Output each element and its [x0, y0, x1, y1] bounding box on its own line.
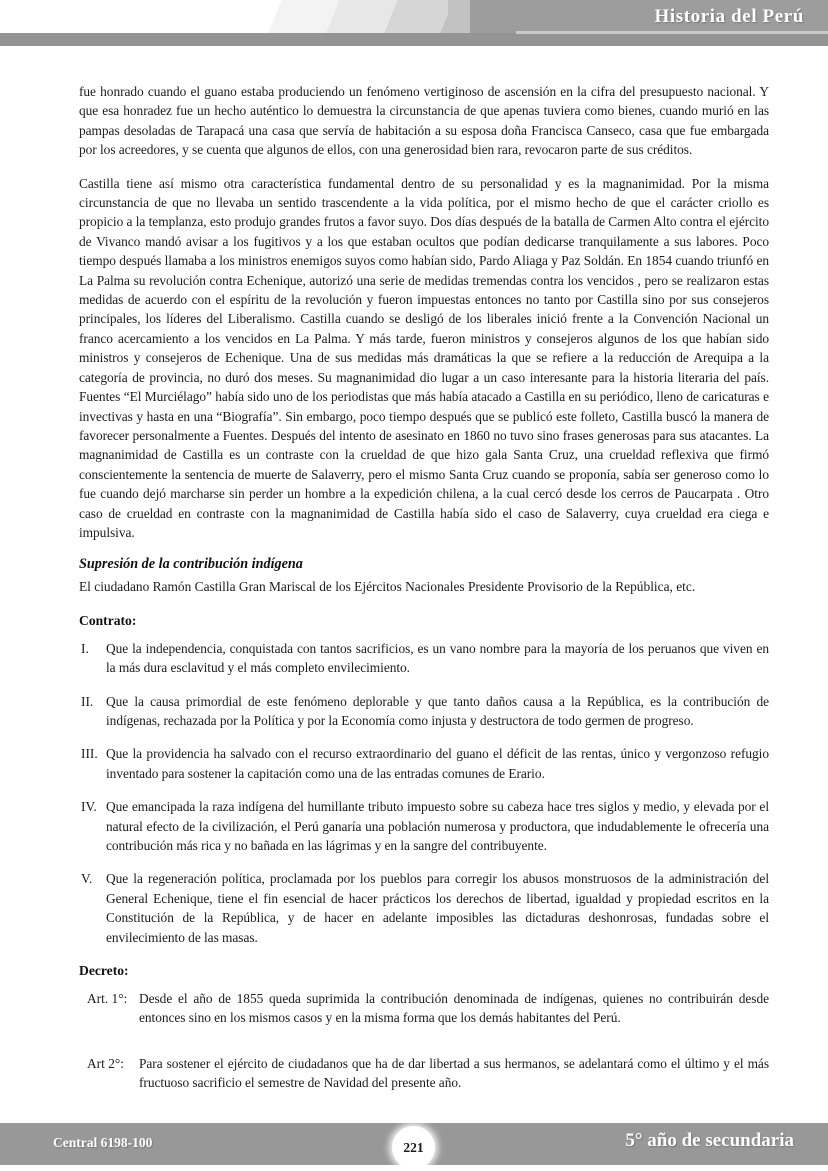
paragraph-1: fue honrado cuando el guano estaba produciendo un fenómeno vertiginoso de ascensión en la cifra del presupuesto nacional. Y que esa honradez fue un hecho auténtico lo demuestra la circunstancia de que apenas tuviera como bienes, cuando murió en las pampas desoladas de Tarapacá una casa que servía de habitación a su esposa doña Francisca Canseco, casa que fue embargada por los acreedores, y se cuenta que algunos de ellos, con una generosidad bien rara, revocaron parte de sus créditos.: [79, 84, 769, 158]
document-content: [79, 82, 769, 1119]
list-item-text: Que emancipada la raza indígena del humillante tributo impuesto sobre su cabeza hace tres siglos y medio, y elevada por el natural efecto de la civilización, el Perú ganaría una población numerosa y productora, que indudablemente le ofrecería una contribución más rica y no bañada en las lágrimas y en la sangre del contribuyente.: [106, 799, 769, 853]
article-text: Para sostener el ejército de ciudadanos que ha de dar libertad a sus hermanos, se adelantará como el último y el más fructuoso sacrificio el semestre de Navidad del presente año.: [139, 1055, 769, 1091]
page-title: Historia del Perú: [654, 6, 804, 27]
contrato-list: [79, 639, 769, 947]
decreto-list: [79, 989, 769, 1093]
list-item: [79, 639, 769, 678]
article-item: [79, 989, 769, 1028]
list-item-marker: IV.: [81, 799, 97, 815]
list-item-text: Que la causa primordial de este fenómeno deplorable y que tanto daños causa a la República, es la contribución de indígenas, rechazada por la Política y por la Economía como injusta y destructora de todo germen de progreso.: [106, 693, 769, 728]
article-marker: Art. 1°:: [87, 991, 128, 1007]
paragraph-2: Castilla tiene así mismo otra característica fundamental dentro de su personalidad y es la magnanimidad. Por la misma circunstancia de que no llevaba un sentido trascendente a la vida política, por el mismo hecho de que el carácter criollo es propicio a la templanza, esto produjo grandes frutos a favor suyo. Dos días después de la batalla de Carmen Alto contra el ejército de Vivanco mandó avisar a los fugitivos y a los que estaban ocultos que podían dedicarse tranquilamente a sus labores. Poco tiempo después llamaba a los ministros enemigos suyos como habían sido, Pardo Aliaga y Paz Soldán. En 1854 cuando triunfó en La Palma su revolución contra Echenique, autorizó una serie de medidas tremendas contra los vencidos , pero se realizaron estas medidas de acuerdo con el espíritu de la revolución y fueron impuestas entonces no tanto por Castilla sino por sus consejeros principales, los líderes del Liberalismo. Castilla cuando se desligó de los liberales inició frente a la Convención Nacional un franco acercamiento a los vencidos en La Palma. Y más tarde, fueron ministros y consejeros algunos de los que habían sido ministros y consejeros de Echenique. Una de sus medidas más dramáticas la que se refiere a la reducción de Arequipa a la categoría de provincia, no duró dos meses. Su magnanimidad dio lugar a un caso interesante para la historia literaria del país. Fuentes “El Murciélago” había sido uno de los periodistas que más había atacado a Castilla en su periódico, lleno de caricaturas e invectivas y hasta en una “Biografía”. Sin embargo, poco tiempo después que se publicó este folleto, Castilla buscó la manera de favorecer personalmente a Fuentes. Después del intento de asesinato en 1860 no tuvo sino frases generosas para sus atacantes. La magnanimidad de Castilla es un contraste con la crueldad de que hizo gala Santa Cruz, una crueldad reflexiva que firmó conscientemente la sentencia de muerte de Salaverry, pero el mismo Santa Cruz cuando se proponía, sabía ser generoso como lo fue cuando dejó marcharse sin perder un hombre a la expedición chilena, a la cual cercó desde los cerros de Paucarpata . Otro caso de crueldad en contraste con la magnanimidad de Castilla había sido el caso de Salaverry, cuya crueldad era ciega e impulsiva.: [79, 175, 769, 540]
article-text: Desde el año de 1855 queda suprimida la contribución denominada de indígenas, quienes no contribuirán desde entonces sino en los mismos casos y en la misma forma que los demás habitantes del Perú.: [139, 991, 769, 1026]
page-header: [0, 0, 828, 46]
section-heading: Supresión de la contribución indígena: [79, 556, 303, 573]
header-title-underline: [516, 31, 828, 34]
page-number: 221: [403, 1139, 424, 1155]
list-item-text: Que la independencia, conquistada con tantos sacrificios, es un vano nombre para la mayoría de los peruanos que viven en la más dura esclavitud y el más completo envilecimiento.: [106, 640, 769, 676]
list-item-marker: V.: [81, 871, 93, 887]
footer-grade-label: 5° año de secundaria: [625, 1130, 794, 1151]
list-item-text: Que la providencia ha salvado con el recurso extraordinario del guano el déficit de las rentas, único y vergonzoso refugio inventado para sostener la capitación como una de las entradas comunes de Erario.: [106, 746, 769, 781]
list-item: [79, 797, 769, 855]
footer-contact: Central 6198-100: [53, 1135, 153, 1150]
list-item: [79, 744, 769, 783]
page-number-badge: [392, 1126, 435, 1169]
list-item-marker: I.: [81, 640, 89, 656]
list-item: [79, 692, 769, 731]
article-item: [79, 1054, 769, 1093]
list-item-marker: III.: [81, 746, 98, 762]
list-item: [79, 869, 769, 947]
section-lead: El ciudadano Ramón Castilla Gran Mariscal de los Ejércitos Nacionales Presidente Provisorio de la República, etc.: [79, 579, 696, 595]
article-marker: Art 2°:: [87, 1055, 124, 1071]
list-item-text: Que la regeneración política, proclamada por los pueblos para corregir los abusos monstruosos de la administración del General Echenique, tiene el fin esencial de hacer prácticos los derechos de libertad, igualdad y propiedad escritos en la Constitución de la República, y de hacer en adelante imposibles las dictaduras deshonrosas, fundadas sobre el envilecimiento de las masas.: [106, 871, 769, 945]
header-gray-bar: [0, 33, 828, 46]
decreto-heading: Decreto:: [79, 963, 129, 979]
contrato-heading: Contrato:: [79, 612, 137, 628]
list-item-marker: II.: [81, 693, 94, 709]
